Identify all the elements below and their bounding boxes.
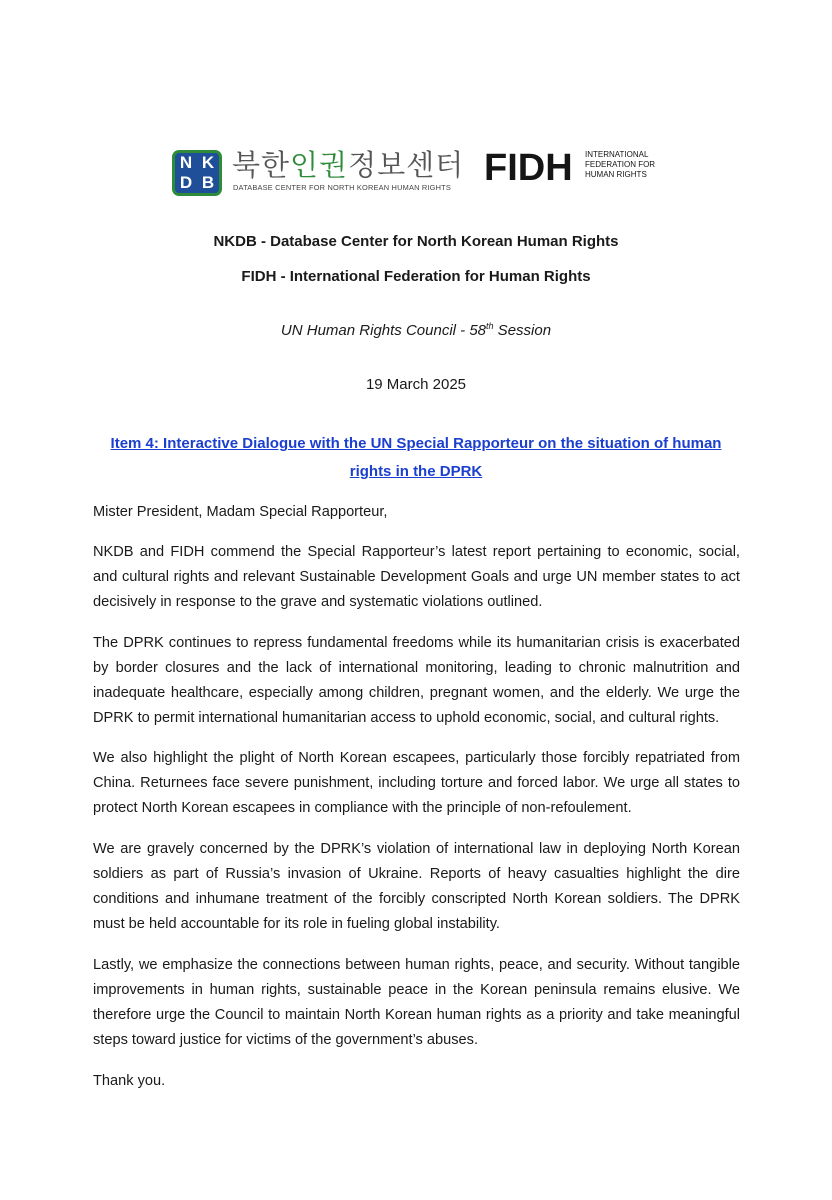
org-nkdb-heading: NKDB - Database Center for North Korean Human Rights [213, 233, 619, 250]
nkdb-korean-name [232, 148, 464, 182]
nkdb-korean-green: 인권 [290, 148, 349, 182]
org-fidh-heading: FIDH - International Federation for Human Rights [241, 268, 591, 285]
session-text: UN Human Rights Council - 58 [280, 322, 486, 339]
nkdb-logo-subtitle: DATABASE CENTER FOR NORTH KOREAN HUMAN RIGHTS [233, 183, 452, 192]
closing-line: Thank you. [93, 1073, 166, 1089]
fidh-wordmark: FIDH [484, 147, 573, 189]
logo-row [170, 148, 670, 200]
fidh-logo-subtitle [585, 150, 655, 180]
session-ordinal: th [486, 321, 494, 331]
session-line [0, 321, 832, 341]
body-paragraph: We also highlight the plight of North Korean escapees, particularly those forcibly repatriated from China. Returnees face severe punishment, including torture and forced labor. We urge all states to protect North Korean escapees in compliance with the principle of non-refoulement. [93, 750, 740, 816]
fidh-subtitle-line: INTERNATIONAL [585, 150, 649, 159]
fidh-subtitle-line: FEDERATION FOR [585, 160, 656, 169]
document-date: 19 March 2025 [365, 376, 467, 393]
nkdb-mark-letter: D [179, 173, 193, 192]
nkdb-mark-letter: K [201, 153, 215, 172]
agenda-item-title-link[interactable]: Item 4: Interactive Dialogue with the UN Special Rapporteur on the situation of human rights in the DPRK [110, 435, 722, 480]
body-paragraph: We are gravely concerned by the DPRK’s violation of international law in deploying North Korean soldiers as part of Russia’s invasion of Ukraine. Reports of heavy casualties highlight the dire conditions and inhumane treatment of the forcibly conscripted North Korean soldiers. The DPRK must be held accountable for its role in fueling global instability. [93, 841, 740, 932]
nkdb-logo [170, 148, 465, 200]
nkdb-logo-mark [172, 150, 222, 196]
body-paragraph: The DPRK continues to repress fundamental freedoms while its humanitarian crisis is exacerbated by border closures and the lack of international monitoring, leading to chronic malnutrition and inadequate healthcare, especially among children, pregnant women, and the elderly. We urge the DPRK to permit international humanitarian access to uphold economic, social, and cultural rights. [93, 635, 740, 726]
fidh-subtitle-line: HUMAN RIGHTS [585, 170, 647, 179]
session-suffix: Session [493, 322, 552, 339]
body-paragraph: NKDB and FIDH commend the Special Rapporteur’s latest report pertaining to economic, social, and cultural rights and relevant Sustainable Development Goals and urge UN member states to act decisively in response to the grave and systematic violations outlined. [93, 544, 740, 610]
salutation: Mister President, Madam Special Rapporteur, [93, 504, 388, 520]
nkdb-mark-letter: N [179, 153, 193, 172]
body-paragraph: Lastly, we emphasize the connections between human rights, peace, and security. Without tangible improvements in human rights, sustainable peace in the Korean peninsula remains elusive. We therefore urge the Council to maintain North Korean human rights as a priority and take meaningful steps toward justice for victims of the government’s abuses. [93, 957, 740, 1048]
fidh-logo [484, 148, 674, 200]
nkdb-korean-pre: 북한 [232, 148, 291, 182]
nkdb-korean-post: 정보센터 [348, 148, 465, 182]
nkdb-mark-letter: B [201, 173, 215, 192]
